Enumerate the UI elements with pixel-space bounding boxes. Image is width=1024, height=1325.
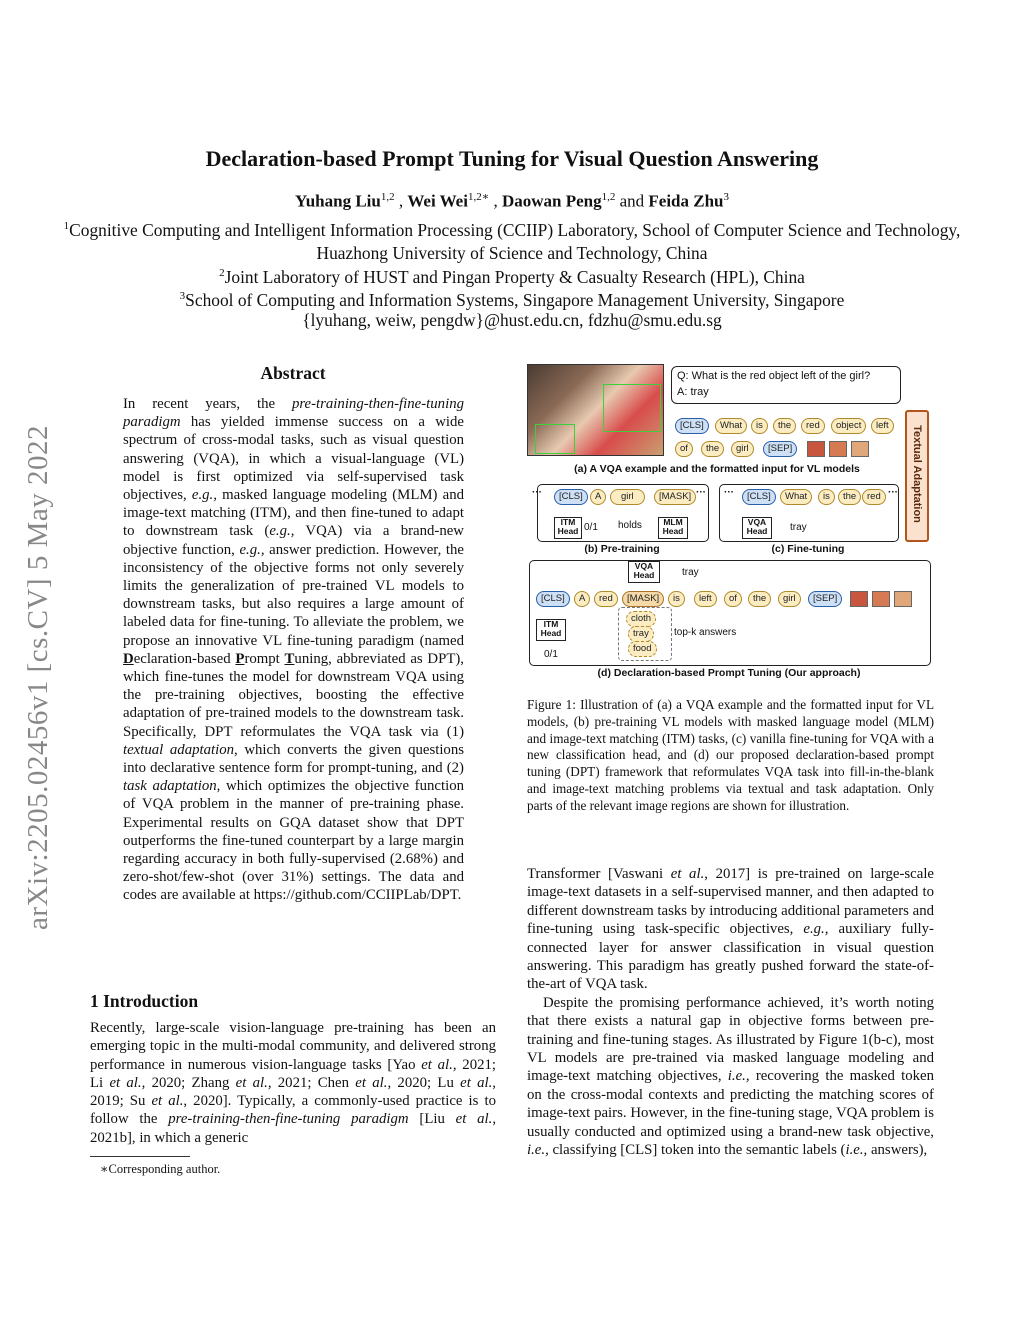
author-name: Wei Wei <box>407 191 468 211</box>
figure-1-caption: Figure 1: Illustration of (a) a VQA example and the formatted input for VL models, (b) pre-training VL models with masked language model (MLM) and image-text matching (ITM) tasks, (c) vanilla fine-tuning for VQA with a new classification head, and (d) our proposed declaration-based prompt tuning (DPT) framework that reformulates VQA task into fill-in-the-blank and image-text matching problems via textual and task adaptation. Only parts of the relevant image regions are shown for illustration. <box>527 697 934 813</box>
vqa-head: VQA Head <box>742 517 772 539</box>
girl-region-box <box>603 384 661 432</box>
footnote: ∗Corresponding author. <box>100 1162 221 1176</box>
author-emails: {lyuhang, weiw, pengdw}@hust.edu.cn, fdzhu@smu.edu.sg <box>302 310 722 330</box>
footnote-rule <box>90 1156 190 1157</box>
panel-c-label: (c) Fine-tuning <box>771 543 845 555</box>
abstract-heading: Abstract <box>260 363 326 383</box>
formatted-input: [CLS] What is the red object left of the girl [SEP] <box>671 408 899 460</box>
affiliation-1: $^1$Cognitive Computing and Intelligent Information Processing (CCIIP) Laboratory, School of Computer Science and Technology, Huazhong University of Science and Technology, China <box>63 219 961 263</box>
panel-d-label: (d) Declaration-based Prompt Tuning (Our approach) <box>597 667 861 679</box>
affiliation-2: $^2$Joint Laboratory of HUST and Pingan Property & Casualty Research (HPL), China <box>219 266 805 287</box>
region-thumbnail <box>829 441 847 457</box>
section-heading-introduction: 1 Introduction <box>90 991 199 1011</box>
tray-region-box <box>535 424 575 454</box>
author-list: Yuhang Liu$^{1,2}$ , Wei Wei$^{1,2∗}$ , Daowan Peng$^{1,2}$ and Feida Zhu$^3$ <box>294 191 729 211</box>
region-thumbnail <box>851 441 869 457</box>
vqa-head: VQA Head <box>628 561 660 583</box>
region-thumbnail <box>807 441 825 457</box>
figure-1 <box>527 362 937 682</box>
panel-a-label: (a) A VQA example and the formatted input for VL models <box>574 463 860 475</box>
itm-head: ITM Head <box>536 619 566 641</box>
author-name: Feida Zhu <box>648 191 724 211</box>
panel-b-label: (b) Pre-training <box>584 543 660 555</box>
author-name: Daowan Peng <box>501 191 602 211</box>
pretraining-panel: ··· [CLS] A girl [MASK] ··· ITM Head 0/1 holds MLM Head <box>537 484 709 542</box>
mlm-head: MLM Head <box>658 517 688 539</box>
qa-box: Q: What is the red object left of the girl? A: tray <box>671 366 901 404</box>
author-name: Yuhang Liu <box>294 191 381 211</box>
region-thumbnail <box>894 591 912 607</box>
itm-head: ITM Head <box>554 517 582 539</box>
dpt-panel: VQA Head tray [CLS] A red [MASK] is left of the girl [SEP] ITM Head 0/1 cloth tray food top-k answers <box>529 560 931 666</box>
introduction-body: Recently, large-scale vision-language pre-training has been an emerging topic in the multi-modal community, and delivered strong performance in numerous vision-language tasks [Yao et al., 2021; Li et al., 2020; Zhang et al., 2021; Chen et al., 2020; Lu et al., 2019; Su et al., 2020]. Typically, a commonly-used practice is to follow the pre-training-then-fine-tuning paradigm [Liu et al., 2021b], in which a generic <box>90 1020 497 1146</box>
affiliation-3: $^3$School of Computing and Information Systems, Singapore Management University, Singapore <box>179 289 845 310</box>
abstract-body: In recent years, the pre-training-then-fine-tuning paradigm has yielded immense success on a wide spectrum of cross-modal tasks, such as visual question answering (VQA), in which a visual-language (VL) model is first optimized via self-supervised task objectives, e.g., masked language modeling (MLM) and image-text matching (ITM), and then fine-tuned to adapt to downstream task (e.g., VQA) via a brand-new objective function, e.g., answer prediction. However, the inconsistency of the objective forms not only severely limits the generalization of pre-trained VL models to downstream tasks, but also requires a large amount of labeled data for fine-tuning. To alleviate the problem, we propose an innovative VL fine-tuning paradigm (named Declaration-based Prompt Tuning, abbreviated as DPT), which fine-tunes the model for downstream VQA using the pre-training objectives, boosting the effective adaptation of pre-trained models to the downstream task. Specifically, DPT reformulates the VQA task via (1) textual adaptation, which converts the given questions into declarative sentence form for prompt-tuning, and (2) task adaptation, which optimizes the objective function of VQA problem in the manner of pre-training phase. Experimental results on GQA dataset show that DPT outperforms the fine-tuned counterpart by a large margin regarding accuracy in both fully-supervised (2.68%) and zero-shot/few-shot (over 31%) settings. The data and codes are available at https://github.com/CCIIPLab/DPT. <box>123 396 465 904</box>
right-column-body: Transformer [Vaswani et al., 2017] is pre-trained on large-scale image-text datasets in a self-supervised manner, and then adapted to different downstream tasks by introducing additional parameters and fine-tuning using task-specific objectives, e.g., auxiliary fully-connected layer for answer classification in visual question answering. This paradigm has greatly pushed forward the state-of-the-art of VQA task. Despite the promising performance achieved, it’s worth noting that there exists a natural gap in objective forms between pre-training and fine-tuning stages. As illustrated by Figure 1(b-c), most VL models are pre-trained via masked language modeling and image-text matching objectives, i.e., recovering the masked token on the cross-modal contexts and predicting the matching scores of image-text pairs. However, in the fine-tuning stage, VQA problem is usually conducted and optimized using a brand-new task objective, i.e., classifying [CLS] token into the semantic labels (i.e., answers), <box>527 866 934 1159</box>
region-thumbnail <box>850 591 868 607</box>
paper-title: Declaration-based Prompt Tuning for Visual Question Answering <box>205 146 819 171</box>
finetuning-panel: ··· [CLS] What is the red ··· VQA Head tray <box>719 484 899 542</box>
region-thumbnail <box>872 591 890 607</box>
arxiv-watermark: arXiv:2205.02456v1 [cs.CV] 5 May 2022 <box>22 424 54 930</box>
textual-adaptation-bar: Textual Adaptation <box>905 410 929 542</box>
